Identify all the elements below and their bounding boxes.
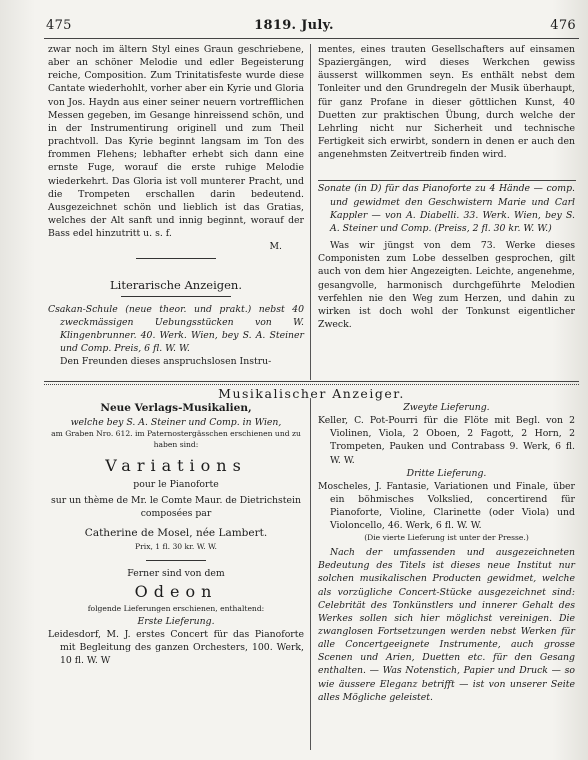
section-rule-dotted bbox=[44, 384, 579, 385]
section-rule bbox=[136, 258, 216, 259]
sonata-title: Sonate (in D) für das Pianoforte zu 4 Hände — comp. und gewidmet den Geschwistern Marie und Carl Kappler — von A. Diabelli. 33. Werk. Wien, bey S. A. Steiner und Comp. (Preiss, 2 fl. 30 kr. W. W.) bbox=[318, 183, 575, 234]
variations-title: Variations bbox=[105, 456, 247, 476]
page-number-right: 476 bbox=[550, 18, 576, 33]
left-column-bottom bbox=[48, 401, 304, 667]
left-column-top bbox=[48, 43, 304, 368]
music-gazette-heading: Musikalischer Anzeiger. bbox=[218, 386, 405, 401]
keller-entry: Keller, C. Pot-Pourri für die Flöte mit Begl. von 2 Violinen, Viola, 2 Oboen, 2 Fagott, 2 Horn, 2 Trompeten, Pauken und Contrabass 9. Werk, 6 fl. W. W. bbox=[318, 415, 575, 466]
variations-theme: sur un thème de Mr. le Comte Maur. de Dietrichstein composées par bbox=[50, 495, 302, 520]
odeon-title: Odeon bbox=[134, 582, 218, 602]
publisher-line: welche bey S. A. Steiner und Comp. in Wien, bbox=[70, 417, 282, 428]
csakan-school-title: Csakan-Schule (neue theor. und prakt.) nebst 40 zweckmässigen Uebungsstücken von W. Klingenbrunner. 40. Werk. Wien, bey S. A. Steiner und Comp. Preis, 6 fl. W. W. bbox=[48, 303, 304, 355]
author-signature: M. bbox=[269, 241, 282, 253]
heading-underline bbox=[121, 296, 231, 297]
variations-instrument: pour le Pianoforte bbox=[133, 479, 219, 491]
csakan-school-text: Den Freunden dieses anspruchslosen Instru- bbox=[60, 356, 272, 368]
divider-rule bbox=[146, 560, 206, 561]
deliveries-intro: folgende Lieferungen erschienen, enthaltend: bbox=[87, 604, 265, 614]
odeon-description: Nach der umfassenden und ausgezeichneten Bedeutung des Titels ist dieses neue Institut nur solchen musikalischen Producten gewidmet, welche als vorzügliche Concert-Stücke ausgezeichnet sind: Celebrität des Tonkünstlers und innerer Gehalt des Werkes sollen sich hier möglichst vereinigen. Die zwanglosen Fortsetzungen werden nebst Werken für alle Concertgeeignete Instrumente, auch grosse Scenen und Arien, Duetten etc. für den Gesang enthalten. — Was Notenstich, Papier und Druck — so wie äussere Eleganz betrifft — ist von unserer Seite alles Mögliche geleistet. bbox=[318, 547, 575, 703]
sonata-review: Was wir jüngst von dem 73. Werke dieses Componisten zum Lobe desselben gesprochen, gilt auch von dem hier Angezeigten. Leichte, angenehme, gesangvolle, harmonisch durchgeführte Melodien verfehlen nie den Weg zum Herzen, und dahin zu wirken ist doch wohl der Tonkunst eigentlicher Zweck. bbox=[318, 240, 575, 330]
composer-name: Catherine de Mosel, née Lambert. bbox=[84, 526, 268, 539]
right-column-bottom bbox=[318, 401, 575, 704]
csakan-review-continued: mentes, eines trauten Gesellschafters auf einsamen Spaziergängen, wird dieses Werkchen gewiss äusserst willkommen seyn. Es enthält nebst dem Tonleiter und den Grundregeln der Musik überhaupt, für ganz Profane in dieser göttlichen Kunst, 40 Duetten zur praktischen Übung, durch welche der Lehrling nicht nur Sicherheit und technische Fertigkeit sich erwirbt, sondern in denen er auch den angenehmsten Zeitvertreib finden wird. bbox=[318, 44, 575, 161]
issue-date: 1819. July. bbox=[254, 18, 334, 33]
page-number-left: 475 bbox=[46, 18, 72, 33]
first-delivery-heading: Erste Lieferung. bbox=[137, 615, 215, 627]
church-music-review: zwar noch im ältern Styl eines Graun geschriebene, aber an schöner Melodie und edler Begeisterung reiche, Composition. Zum Trinitatisfeste wurde diese Cantate wiederhohlt, vorher aber ein Kyrie und Gloria von Jos. Haydn aus einer seiner neuern vortrefflichen Messen gegeben, im Gesange hinreissend schön, und in der Instrumentirung originell und zum Theil prachtvoll. Das Kyrie beginnt langsam im Ton des frommen Flehens; lebhafter erhebt sich dann eine ernste Fuge, worauf die erste ruhige Melodie wiederkehrt. Das Gloria ist voll munterer Pracht, und die Trompeten erschallen darin bedeutend. Ausgezeichnet schön und lieblich ist das Gratias, welches der Alt sanft und innig beginnt, worauf der Bass edel hinzutritt u. s. f. bbox=[48, 44, 304, 240]
column-divider-top bbox=[310, 44, 311, 380]
publisher-address: am Graben Nro. 612. im Paternostergässchen erschienen und zu haben sind: bbox=[51, 429, 301, 449]
header-rule bbox=[44, 38, 579, 39]
leidesdorf-entry: Leidesdorf, M. J. erstes Concert für das Pianoforte mit Begleitung des ganzen Orchesters, 100. Werk, 10 fl. W. W bbox=[48, 628, 304, 667]
new-publications-heading: Neue Verlags-Musikalien, bbox=[100, 402, 252, 414]
moscheles-entry: Moscheles, J. Fantasie, Variationen und Finale, über ein böhmisches Volkslied, concertirend für Pianoforte, Violine, Clarinette (oder Viola) und Violoncello, 46. Werk, 6 fl. W. W. bbox=[318, 480, 575, 532]
third-delivery-heading: Dritte Lieferung. bbox=[406, 467, 487, 479]
second-delivery-heading: Zweyte Lieferung. bbox=[403, 402, 490, 413]
literary-notices-heading: Literarische Anzeigen. bbox=[110, 277, 242, 292]
variations-price: Prix, 1 fl. 30 kr. W. W. bbox=[135, 541, 217, 551]
further-works-intro: Ferner sind von dem bbox=[127, 568, 225, 580]
column-divider-bottom bbox=[310, 398, 311, 750]
section-rule-top bbox=[44, 381, 579, 382]
fourth-delivery-note: (Die vierte Lieferung ist unter der Presse.) bbox=[364, 532, 529, 542]
notice-separator bbox=[318, 180, 576, 181]
right-column-top bbox=[318, 43, 575, 331]
